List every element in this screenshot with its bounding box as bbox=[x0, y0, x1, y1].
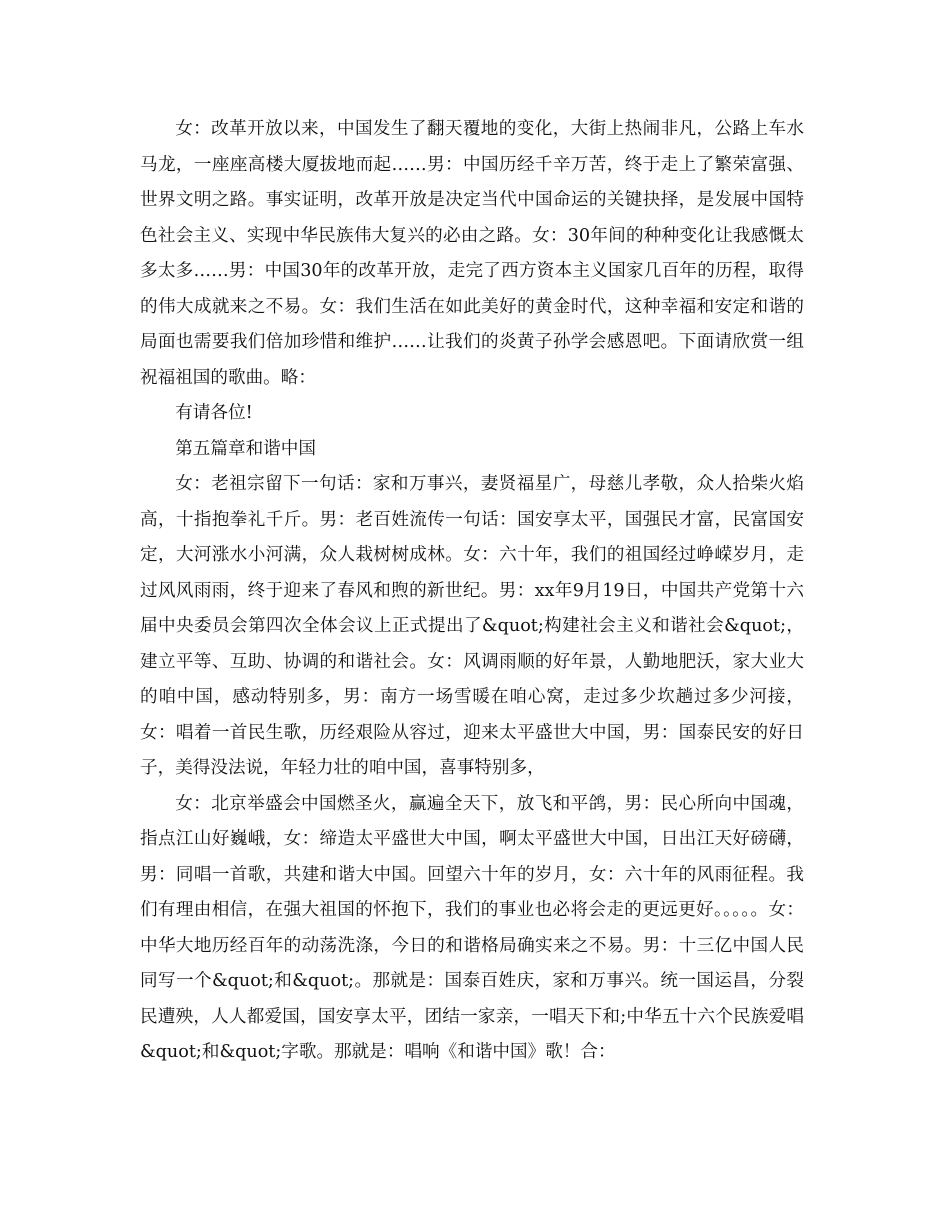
document-body bbox=[140, 112, 804, 1071]
paragraph-invitation: 有请各位! bbox=[175, 403, 253, 423]
paragraph-reform-dialogue: 女：改革开放以来，中国发生了翻天覆地的变化，大街上热闹非凡，公路上车水马龙，一座座高楼大厦拔地而起……男：中国历经千辛万苦，终于走上了繁荣富强、世界文明之路。事实证明，改革开放是决定当代中国命运的关键抉择，是发展中国特色社会主义、实现中华民族伟大复兴的必由之路。女：30年间的种种变化让我感慨太多太多……男：中国30年的改革开放，走完了西方资本主义国家几百年的历程，取得的伟大成就来之不易。女：我们生活在如此美好的黄金时代，这种幸福和安定和谐的局面也需要我们倍加珍惜和维护……让我们的炎黄子孙学会感恩吧。下面请欣赏一组祝福祖国的歌曲。略： bbox=[140, 119, 804, 388]
section-heading-harmony-china: 第五篇章和谐中国 bbox=[175, 438, 316, 459]
paragraph-harmony-dialogue: 女：老祖宗留下一句话：家和万事兴，妻贤福星广，母慈儿孝敬，众人拾柴火焰高，十指抱拳礼千斤。男：老百姓流传一句话：国安享太平，国强民才富，民富国安定，大河涨水小河满，众人栽树树成林。女：六十年，我们的祖国经过峥嵘岁月，走过风风雨雨，终于迎来了春风和煦的新世纪。男：xx年9月19日，中国共产党第十六届中央委员会第四次全体会议上正式提出了&quot;构建社会主义和谐社会&quot;，建立平等、互助、协调的和谐社会。女：风调雨顺的好年景，人勤地肥沃，家大业大的咱中国，感动特别多，男：南方一场雪暖在咱心窝，走过多少坎趟过多少河接，女：唱着一首民生歌，历经艰险从容过，迎来太平盛世大中国，男：国泰民安的好日子，美得没法说，年轻力壮的咱中国，喜事特别多， bbox=[140, 474, 804, 778]
paragraph-beijing-dialogue: 女：北京举盛会中国燃圣火，赢遍全天下，放飞和平鸽，男：民心所向中国魂，指点江山好巍峨，女：缔造太平盛世大中国，啊太平盛世大中国，日出江天好磅礴，男：同唱一首歌，共建和谐大中国。回望六十年的岁月，女：六十年的风雨征程。我们有理由相信，在强大祖国的怀抱下，我们的事业也必将会走的更远更好。。。。。女：中华大地历经百年的动荡洗涤，今日的和谐格局确实来之不易。男：十三亿中国人民同写一个&quot;和&quot;。那就是：国泰百姓庆，家和万事兴。统一国运昌，分裂民遭殃，人人都爱国，国安享太平，团结一家亲，一唱天下和;中华五十六个民族爱唱&quot;和&quot;字歌。那就是：唱响《和谐中国》歌！合： bbox=[140, 793, 804, 1062]
